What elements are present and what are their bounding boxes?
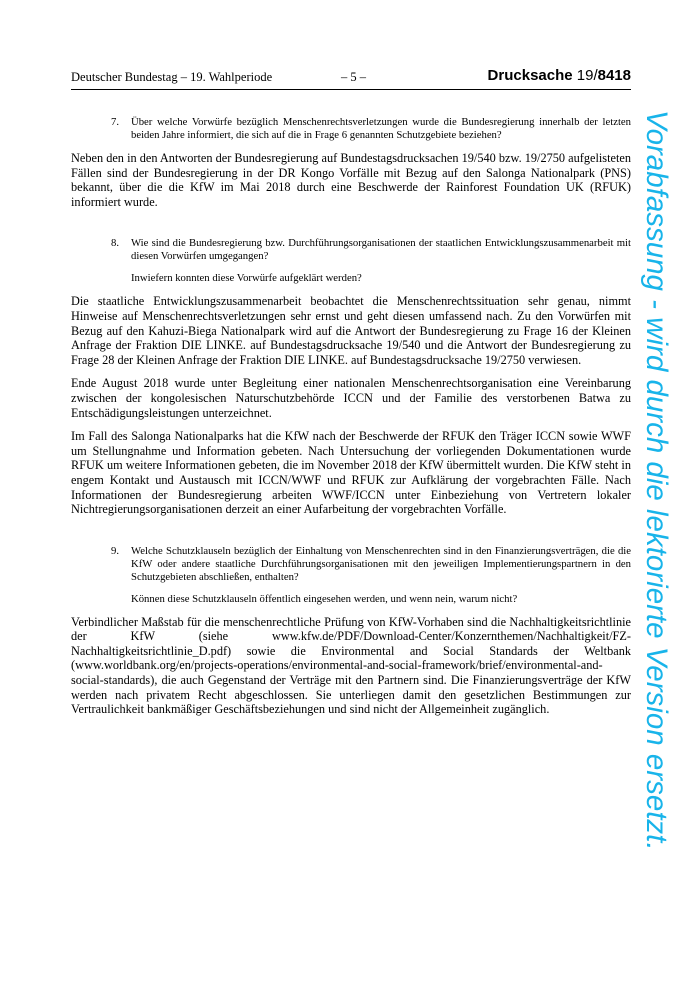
question-7-text: Über welche Vorwürfe bezüglich Menschenrechtsverletzungen wurde die Bundesregierung innerhalb der letzten beiden Jahre informiert, die sich auf die in Frage 6 genannten Schutzgebiete beziehen? [131,116,631,141]
header-drucksache-number [577,67,631,84]
question-7 [71,116,631,142]
question-8-number: 8. [111,237,120,250]
answer-8-paragraph-2: Ende August 2018 wurde unter Begleitung einer nationalen Menschenrechtsorganisation eine Vereinbarung zwischen der kongolesischen Naturschutzbehörde ICCN und der Familie des verstorbenen Batwa zu Entschädigungsleistungen unterzeichnet. [71,376,631,420]
question-9 [71,545,631,584]
answer-9: Verbindlicher Maßstab für die menschenrechtliche Prüfung von KfW-Vorhaben sind die Nachhaltigkeitsrichtlinie der KfW (siehe www.kfw.de/PDF/Download-Center/Konzernthemen/Nachhaltigkeit/FZ-Nachhaltigkeitsrichtlinie_D.pdf) sowie die Environmental and Social Standards der Weltbank (www.worldbank.org/en/projects-operations/environmental-and-social-framework/brief/environmental-and-social-standards), die auch Gegenstand der Verträge mit den Partnern sind. Die Finanzierungsverträge der KfW werden nach privatem Recht abgeschlossen. Sie unterliegen damit den gesetzlichen Bestimmungen zur Vertraulichkeit bankmäßiger Geschäftsbeziehungen und sind nicht der Allgemeinheit zugänglich. [71,614,631,717]
header-parliament: Deutscher Bundestag – 19. Wahlperiode [71,70,273,84]
header-drucksache-label: Drucksache [487,67,577,84]
answer-8-paragraph-1: Die staatliche Entwicklungszusammenarbeit beobachtet die Menschenrechtssituation sehr genau, nimmt Hinweise auf Menschenrechtsverletzungen sehr ernst und geht diesen umfassend nach. Zu den Vorwürfen mit Bezug auf den Kahuzi-Biega Nationalpark wird auf die Antwort der Bundesregierung zu Frage 16 der Kleinen Anfrage der Fraktion DIE LINKE. auf Bundestagsdrucksache 19/540 und die Antwort der Bundesregierung zu Frage 28 der Kleinen Anfrage der Fraktion DIE LINKE. auf Bundestagsdrucksache 19/2750 verwiesen. [71,294,631,367]
question-8 [71,237,631,263]
header-rule [71,89,631,90]
answer-8-paragraph-3: Im Fall des Salonga Nationalparks hat die KfW nach der Beschwerde der RFUK den Träger ICCN sowie WWF um Stellungnahme und Information gebeten. Nach Untersuchung der vorliegenden Dokumentationen wurde RFUK um weitere Informationen gebeten, die im November 2018 der KfW übermittelt wurden. Die KfW steht in engem Kontakt und Austausch mit ICCN/WWF und RFUK zur Aufklärung der vorgebrachten Fälle. Nach Informationen der Bundesregierung arbeiten WWF/ICCN unter Einbeziehung von Vertretern lokaler Nichtregierungsorganisationen derzeit an einer Aufarbeitung der vorgebrachten Vorfälle. [71,429,631,517]
spacer [71,218,631,237]
question-9-followup: Können diese Schutzklauseln öffentlich eingesehen werden, und wenn nein, warum nicht? [131,592,518,605]
draft-watermark: Vorabfassung - wird durch die lektorierte Version ersetzt. [640,110,673,851]
header-drucksache [488,67,631,84]
page-header [71,67,631,90]
question-9-text: Welche Schutzklauseln bezüglich der Einhaltung von Menschenrechten sind in den Finanzierungsverträgen, die die KfW oder andere staatliche Durchführungsorganisationen mit den jeweiligen Implementierungspartnern in den Schutzgebieten abschließen, enthalten? [131,544,631,583]
answer-7: Neben den in den Antworten der Bundesregierung auf Bundestagsdrucksachen 19/540 bzw. 19/2750 aufgelisteten Fällen sind der Bundesregierung in der DR Kongo Vorfälle mit Bezug auf den Salonga Nationalpark (PNS) bekannt, über die die KfW im Mai 2018 durch eine Beschwerde der Rainforest Foundation UK (RFUK) informiert wurde. [71,151,631,209]
question-8-text: Wie sind die Bundesregierung bzw. Durchführungsorganisationen der staatlichen Entwicklungszusammenarbeit mit diesen Vorwürfen umgegangen? [131,237,631,263]
question-8-followup: Inwiefern konnten diese Vorwürfe aufgeklärt werden? [131,272,362,285]
question-7-number: 7. [111,116,120,128]
header-page-number: – 5 – [341,70,366,84]
spacer [71,526,631,545]
document-body [71,116,631,726]
header-drucksache-period: 19/ [576,67,598,84]
header-drucksache-id: 8418 [597,67,631,84]
question-9-number: 9. [111,544,120,557]
